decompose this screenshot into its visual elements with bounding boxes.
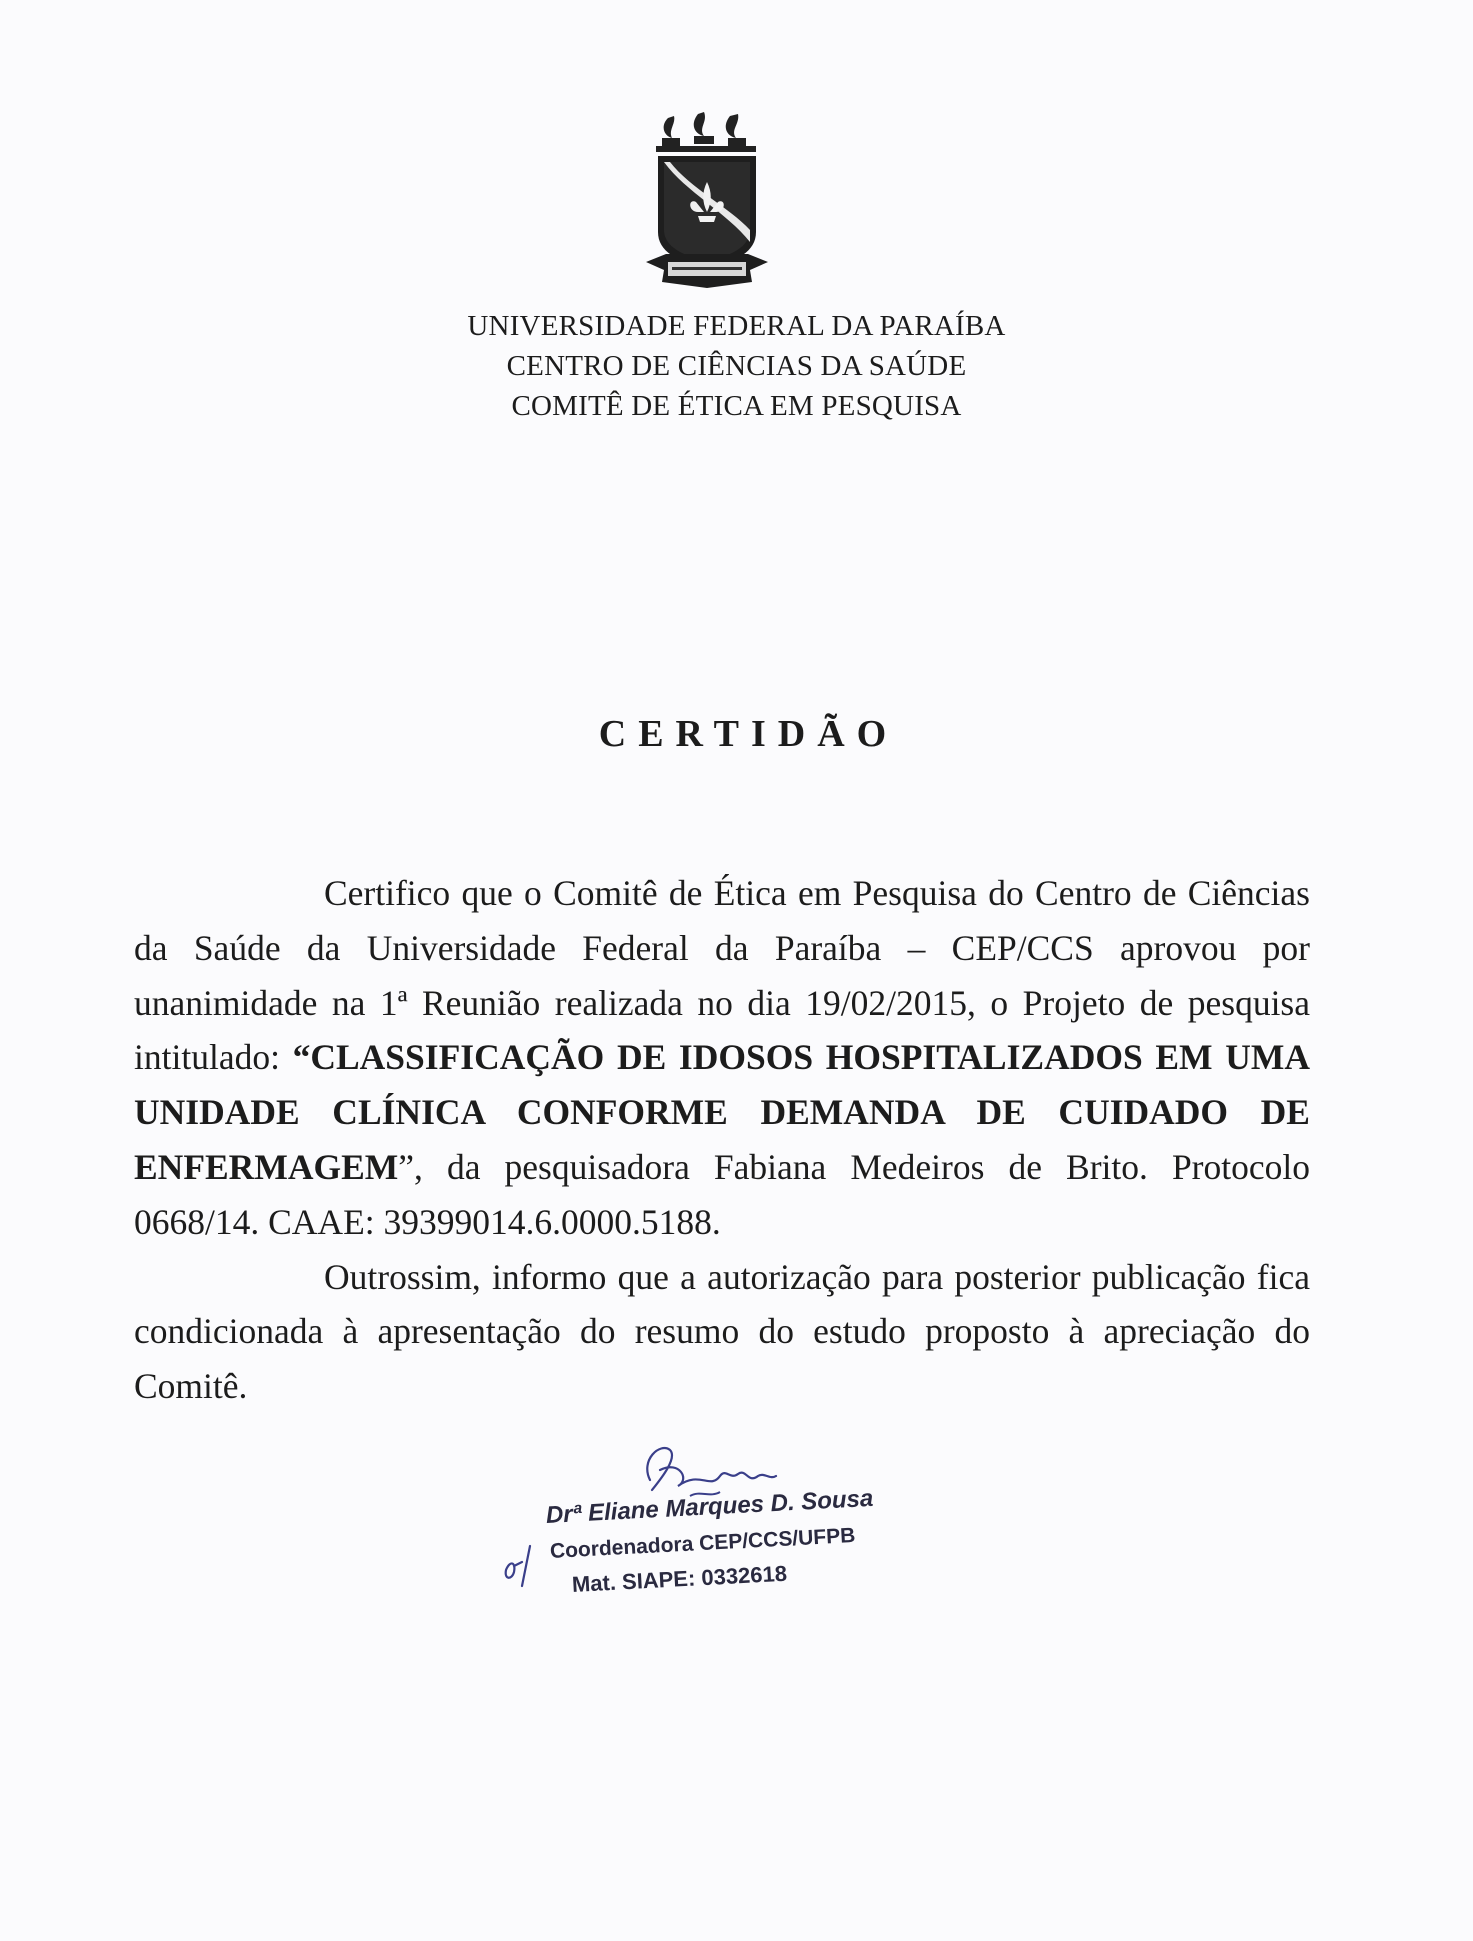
certificate-body	[134, 866, 1310, 1414]
center-name: CENTRO DE CIÊNCIAS DA SAÚDE	[506, 350, 967, 382]
document-title: CERTIDÃO	[598, 713, 899, 755]
coordinator-name: Drª Eliane Marques D. Sousa	[545, 1484, 874, 1529]
initials-icon	[500, 1540, 540, 1590]
paragraph-publication: Outrossim, informo que a autorização para posterior publicação fica condicionada à apresentação do resumo do estudo proposto à apreciação do Comitê.	[134, 1256, 1310, 1407]
project-title: “CLASSIFICAÇÃO DE IDOSOS HOSPITALIZADOS EM UMA UNIDADE CLÍNICA CONFORME DEMANDA DE CUIDADO DE ENFERMAGEM	[134, 1037, 1311, 1187]
approval-intro: Certifico que o Comitê de Ética em Pesquisa do Centro de Ciências da Saúde da Universidade Federal da Paraíba – CEP/CCS aprovou por unanimidade na 1ª Reunião realizada no dia 19/02/2015, o Projeto de pesquisa intitulado:	[134, 873, 1310, 1078]
paragraph-approval	[134, 866, 1310, 1250]
coordinator-stamp	[500, 1440, 900, 1620]
ufpb-crest-icon	[646, 112, 768, 294]
coordinator-role: Coordenadora CEP/CCS/UFPB	[549, 1524, 856, 1563]
approval-rest: ”, da pesquisadora Fabiana Medeiros de Brito. Protocolo 0668/14. CAAE: 39399014.6.0000.5188.	[134, 1146, 1310, 1242]
committee-name: COMITÊ DE ÉTICA EM PESQUISA	[511, 390, 962, 422]
institution-name: UNIVERSIDADE FEDERAL DA PARAÍBA	[467, 310, 1006, 342]
coordinator-registration: Mat. SIAPE: 0332618	[571, 1560, 788, 1597]
